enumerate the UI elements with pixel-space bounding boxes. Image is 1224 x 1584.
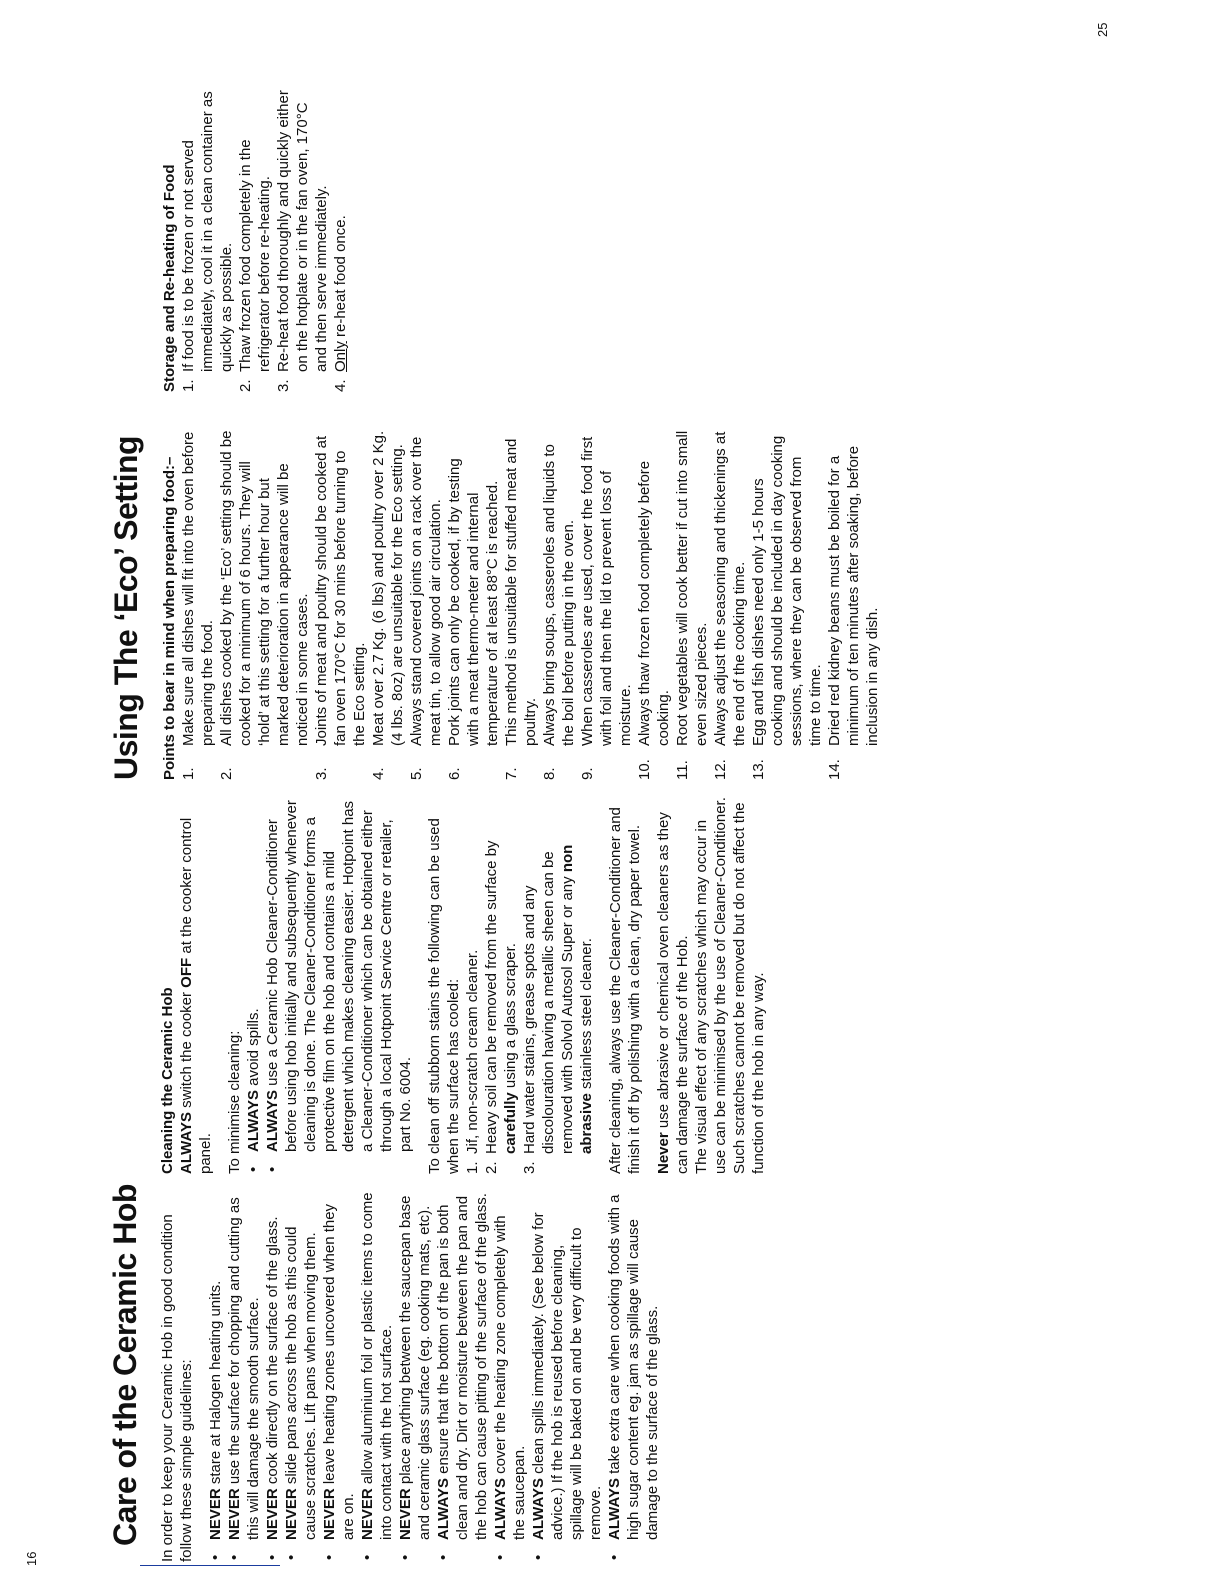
storage-list (179, 82, 331, 392)
list-item: 12. Always adjust the seasoning and thickenings at the end of the cooking time. (712, 431, 748, 780)
points-list (179, 430, 882, 780)
list-item: 13. Egg and fish dishes need only 1-5 hours cooking and should be included in day cooking sessions, where they can be observed from time to time. (750, 435, 824, 780)
eco-points-column (160, 430, 892, 780)
storage-heading: Storage and Re-heating of Food (161, 164, 178, 392)
left-page (0, 792, 1224, 1584)
stubborn-stains-list (463, 794, 596, 1174)
list-item: • ALWAYS clean spills immediately. (See below for advice.) If the hob is reused before cleaning, spillage will be baked on and be very difficult to remove. (529, 1192, 605, 1562)
list-item: 2. Thaw frozen food completely in the refrigerator before re-heating. (237, 139, 273, 392)
list-item: 6. Pork joints can only be cooked, if by testing with a meat thermo-meter and internal temperature of at least 88°C is reached. (446, 458, 501, 780)
list-item: 11. Root vegetables will cook better if cut into small even sized pieces. (674, 430, 710, 780)
list-item: 3. Joints of meat and poultry should be cooked at fan oven 170°C for 30 mins before turning to the Eco setting. (313, 435, 368, 780)
page-number: 16 (24, 1551, 39, 1566)
list-item: • NEVER allow aluminium foil or plastic items to come into contact with the hot surface. (358, 1192, 396, 1562)
list-item: 8. Always bring soups, casseroles and liquids to the boil before putting in the oven. (541, 444, 577, 780)
page-title: Using The ‘Eco’ Setting (108, 435, 144, 780)
points-heading: Points to bear in mind when preparing food:– (161, 456, 178, 780)
list-item: • NEVER place anything between the saucepan base and ceramic glass surface (eg. cooking mats, etc). (396, 1192, 434, 1562)
list-item: • NEVER cook directly on the surface of the glass. (263, 1192, 282, 1562)
storage-column (160, 82, 360, 392)
stubborn-intro: To clean off stubborn stains the following can be used when the surface has cooled: (426, 818, 462, 1174)
list-item: 7. This method is unsuitable for stuffed meat and poultry. (503, 438, 539, 780)
list-item: 4. Only re-heat food once. (332, 215, 349, 392)
list-item: 1. Make sure all dishes will fit into the oven before preparing the food. (180, 431, 216, 780)
list-item: • ALWAYS take extra care when cooking foods with a high sugar content eg. jam as spillage will cause damage to the surface of the glass. (605, 1192, 662, 1562)
cleaning-heading: Cleaning the Ceramic Hob (159, 987, 176, 1174)
list-item: • ALWAYS cover the heating zone completely with the saucepan. (491, 1192, 529, 1562)
list-item: • ALWAYS avoid spills. (244, 794, 263, 1174)
after-cleaning-paragraph: After cleaning, always use the Cleaner-Conditioner and finish it off by polishing with a clean, dry paper towel. (607, 807, 643, 1174)
visual-effect-paragraph: The visual effect of any scratches which may occur in use can be minimised by the use of Cleaner-Conditioner. Such scratches cannot be removed but do not affect the function of the hob in any way. (693, 797, 767, 1174)
list-item: • NEVER stare at Halogen heating units. (206, 1192, 225, 1562)
list-item: • NEVER slide pans across the hob as this could cause scratches. Lift pans when moving them. (282, 1192, 320, 1562)
list-item: 2. Heavy soil can be removed from the surface by carefully using a glass scraper. (483, 840, 519, 1174)
care-column-2 (158, 794, 778, 1174)
list-item: • NEVER leave heating zones uncovered when they are on. (320, 1192, 358, 1562)
list-item: 4. Meat over 2.7 Kg. (6 lbs) and poultry over 2 Kg. (4 lbs. 8oz) are unsuitable for the Eco setting. (370, 430, 406, 780)
minimise-list (244, 794, 415, 1174)
intro-paragraph: In order to keep your Ceramic Hob in good condition follow these simple guidelines: (159, 1214, 195, 1562)
list-item: • ALWAYS ensure that the bottom of the pan is both clean and dry. Dirt or moisture between the pan and the hob can cause pitting of the surface of the glass. (434, 1192, 491, 1562)
never-paragraph: Never use abrasive or chemical oven cleaners as they can damage the surface of the Hob. (655, 812, 691, 1174)
list-item: • NEVER use the surface for chopping and cutting as this will damage the smooth surface. (225, 1192, 263, 1562)
list-item: 1. Jif, non-scratch cream cleaner. (464, 949, 481, 1174)
list-item: 5. Always stand covered joints on a rack over the meat tin, to allow good air circulation. (408, 436, 444, 780)
list-item: 10. Always thaw frozen food completely before cooking. (636, 460, 672, 780)
care-guidelines-list (206, 1192, 662, 1562)
page-number: 25 (1095, 22, 1110, 37)
care-column-1 (158, 1192, 672, 1562)
list-item: 9. When casseroles are used, cover the food first with foil and then the lid to prevent loss of moisture. (579, 436, 634, 780)
page-title: Care of the Ceramic Hob (107, 1184, 143, 1546)
minimise-intro: To minimise cleaning: (226, 1030, 243, 1174)
list-item: • ALWAYS use a Ceramic Hob Cleaner-Conditioner before using hob initially and subsequently whenever cleaning is done. The Cleaner-Conditioner forms a protective film on the hob and contains a mild detergent which makes cleaning easier. Hotpoint has a Cleaner-Conditioner which can be obtained either through a local Hotpoint Service Centre or retailer, part No. 6004. (263, 794, 415, 1174)
list-item: 3. Hard water stains, grease spots and any discolouration having a metallic sheen can be removed with Solvol Autosol Super or any non abrasive stainless steel cleaner. (521, 844, 595, 1174)
list-item: 14. Dried red kidney beans must be boiled for a minimum of ten minutes after soaking, before inclusion in any dish. (826, 445, 881, 780)
list-item: 3. Re-heat food thoroughly and quickly either on the hotplate or in the fan oven, 170°C and then serve immediately. (275, 90, 330, 392)
list-item: 1. If food is to be frozen or not served immediately, cool it in a clean container as quickly as possible. (180, 91, 235, 392)
switch-off-paragraph: ALWAYS switch the cooker OFF at the cooker control panel. (178, 817, 214, 1174)
list-item: 2. All dishes cooked by the ‘Eco’ setting should be cooked for a minimum of 6 hours. They will ‘hold’ at this setting for a further hour but marked deterioration in appearance will be noticed in some cases. (218, 430, 311, 780)
storage-list-last (331, 82, 350, 392)
